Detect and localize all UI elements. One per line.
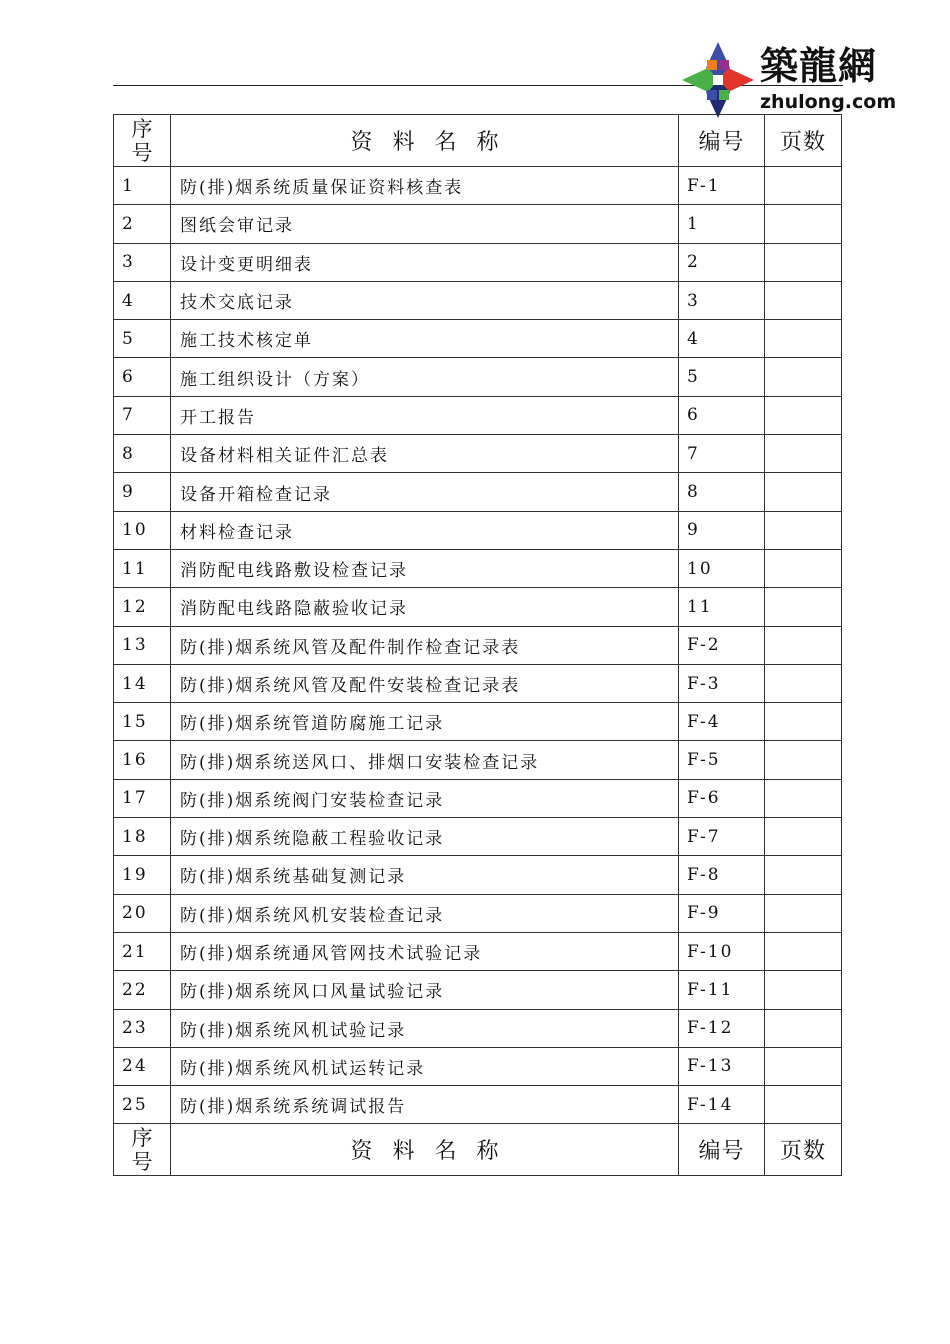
table-footer-row (114, 1124, 842, 1176)
row-name: 施工技术核定单 (171, 320, 679, 358)
row-code: F-3 (679, 664, 765, 702)
row-number: 3 (114, 243, 171, 281)
row-pages (765, 664, 842, 702)
table-row (114, 205, 842, 243)
row-pages (765, 588, 842, 626)
records-table (113, 114, 842, 1176)
table-row (114, 894, 842, 932)
header-code: 编号 (679, 115, 765, 167)
row-pages (765, 971, 842, 1009)
footer-name: 资料名称 (171, 1124, 679, 1176)
row-name: 设备开箱检查记录 (171, 473, 679, 511)
row-pages (765, 818, 842, 856)
row-name: 施工组织设计（方案） (171, 358, 679, 396)
logo-name-cn: 築龍網 (760, 43, 878, 88)
row-pages (765, 1086, 842, 1124)
row-code: F-7 (679, 818, 765, 856)
row-code: 4 (679, 320, 765, 358)
row-code: 9 (679, 511, 765, 549)
table-row (114, 779, 842, 817)
footer-seq: 序 号 (114, 1124, 171, 1176)
row-number: 23 (114, 1009, 171, 1047)
table-row (114, 856, 842, 894)
table-row (114, 358, 842, 396)
row-code: 10 (679, 549, 765, 587)
table-row (114, 1047, 842, 1085)
row-code: 5 (679, 358, 765, 396)
row-number: 10 (114, 511, 171, 549)
row-number: 8 (114, 435, 171, 473)
row-code: 6 (679, 396, 765, 434)
row-name: 防(排)烟系统阀门安装检查记录 (171, 779, 679, 817)
zhulong-logo-mark-icon (680, 40, 756, 120)
row-number: 9 (114, 473, 171, 511)
row-code: 7 (679, 435, 765, 473)
table-row (114, 243, 842, 281)
row-name: 防(排)烟系统风机试运转记录 (171, 1047, 679, 1085)
row-number: 18 (114, 818, 171, 856)
table-row (114, 473, 842, 511)
row-number: 5 (114, 320, 171, 358)
row-code: 2 (679, 243, 765, 281)
row-number: 21 (114, 932, 171, 970)
row-name: 防(排)烟系统送风口、排烟口安装检查记录 (171, 741, 679, 779)
row-pages (765, 894, 842, 932)
row-pages (765, 435, 842, 473)
row-name: 图纸会审记录 (171, 205, 679, 243)
table-row (114, 588, 842, 626)
table-row (114, 818, 842, 856)
row-number: 2 (114, 205, 171, 243)
table-row (114, 549, 842, 587)
row-number: 14 (114, 664, 171, 702)
table-row (114, 741, 842, 779)
header-name: 资料名称 (171, 115, 679, 167)
row-name: 防(排)烟系统风机安装检查记录 (171, 894, 679, 932)
row-pages (765, 932, 842, 970)
table-row (114, 435, 842, 473)
row-name: 防(排)烟系统隐蔽工程验收记录 (171, 818, 679, 856)
row-number: 12 (114, 588, 171, 626)
row-number: 16 (114, 741, 171, 779)
table-row (114, 626, 842, 664)
row-pages (765, 167, 842, 205)
table-row (114, 1086, 842, 1124)
row-name: 防(排)烟系统通风管网技术试验记录 (171, 932, 679, 970)
row-name: 开工报告 (171, 396, 679, 434)
row-number: 1 (114, 167, 171, 205)
row-name: 消防配电线路隐蔽验收记录 (171, 588, 679, 626)
row-name: 防(排)烟系统系统调试报告 (171, 1086, 679, 1124)
row-pages (765, 549, 842, 587)
row-pages (765, 358, 842, 396)
table-row (114, 281, 842, 319)
row-pages (765, 703, 842, 741)
row-code: 11 (679, 588, 765, 626)
row-code: F-1 (679, 167, 765, 205)
row-name: 技术交底记录 (171, 281, 679, 319)
row-number: 19 (114, 856, 171, 894)
row-code: F-14 (679, 1086, 765, 1124)
row-code: F-10 (679, 932, 765, 970)
row-pages (765, 396, 842, 434)
row-number: 20 (114, 894, 171, 932)
row-number: 17 (114, 779, 171, 817)
table-body (114, 167, 842, 1124)
row-name: 防(排)烟系统风管及配件制作检查记录表 (171, 626, 679, 664)
row-pages (765, 626, 842, 664)
row-code: F-4 (679, 703, 765, 741)
row-code: F-11 (679, 971, 765, 1009)
row-pages (765, 320, 842, 358)
footer-code: 编号 (679, 1124, 765, 1176)
row-name: 防(排)烟系统基础复测记录 (171, 856, 679, 894)
row-pages (765, 281, 842, 319)
row-code: F-13 (679, 1047, 765, 1085)
row-code: F-6 (679, 779, 765, 817)
row-code: F-5 (679, 741, 765, 779)
row-code: 8 (679, 473, 765, 511)
row-name: 设计变更明细表 (171, 243, 679, 281)
row-pages (765, 205, 842, 243)
row-name: 防(排)烟系统风机试验记录 (171, 1009, 679, 1047)
table-header-row (114, 115, 842, 167)
row-number: 4 (114, 281, 171, 319)
row-pages (765, 243, 842, 281)
row-pages (765, 473, 842, 511)
row-pages (765, 779, 842, 817)
row-number: 15 (114, 703, 171, 741)
footer-pages: 页数 (765, 1124, 842, 1176)
row-name: 防(排)烟系统管道防腐施工记录 (171, 703, 679, 741)
row-number: 25 (114, 1086, 171, 1124)
table-row (114, 932, 842, 970)
row-pages (765, 856, 842, 894)
table-row (114, 664, 842, 702)
table-row (114, 396, 842, 434)
row-code: F-8 (679, 856, 765, 894)
row-number: 22 (114, 971, 171, 1009)
row-name: 材料检查记录 (171, 511, 679, 549)
row-number: 7 (114, 396, 171, 434)
row-code: F-2 (679, 626, 765, 664)
row-pages (765, 1009, 842, 1047)
table-row (114, 320, 842, 358)
row-pages (765, 741, 842, 779)
row-pages (765, 1047, 842, 1085)
row-pages (765, 511, 842, 549)
row-code: 3 (679, 281, 765, 319)
row-name: 设备材料相关证件汇总表 (171, 435, 679, 473)
row-code: F-9 (679, 894, 765, 932)
row-code: F-12 (679, 1009, 765, 1047)
row-code: 1 (679, 205, 765, 243)
row-name: 防(排)烟系统质量保证资料核查表 (171, 167, 679, 205)
row-number: 24 (114, 1047, 171, 1085)
row-number: 6 (114, 358, 171, 396)
table-row (114, 167, 842, 205)
row-number: 11 (114, 549, 171, 587)
zhulong-logo (680, 38, 897, 123)
logo-domain: zhulong.com (760, 91, 897, 113)
table-row (114, 511, 842, 549)
header-pages: 页数 (765, 115, 842, 167)
table-row (114, 1009, 842, 1047)
row-number: 13 (114, 626, 171, 664)
row-name: 消防配电线路敷设检查记录 (171, 549, 679, 587)
header-seq: 序 号 (114, 115, 171, 167)
row-name: 防(排)烟系统风口风量试验记录 (171, 971, 679, 1009)
table-row (114, 703, 842, 741)
table-row (114, 971, 842, 1009)
row-name: 防(排)烟系统风管及配件安装检查记录表 (171, 664, 679, 702)
